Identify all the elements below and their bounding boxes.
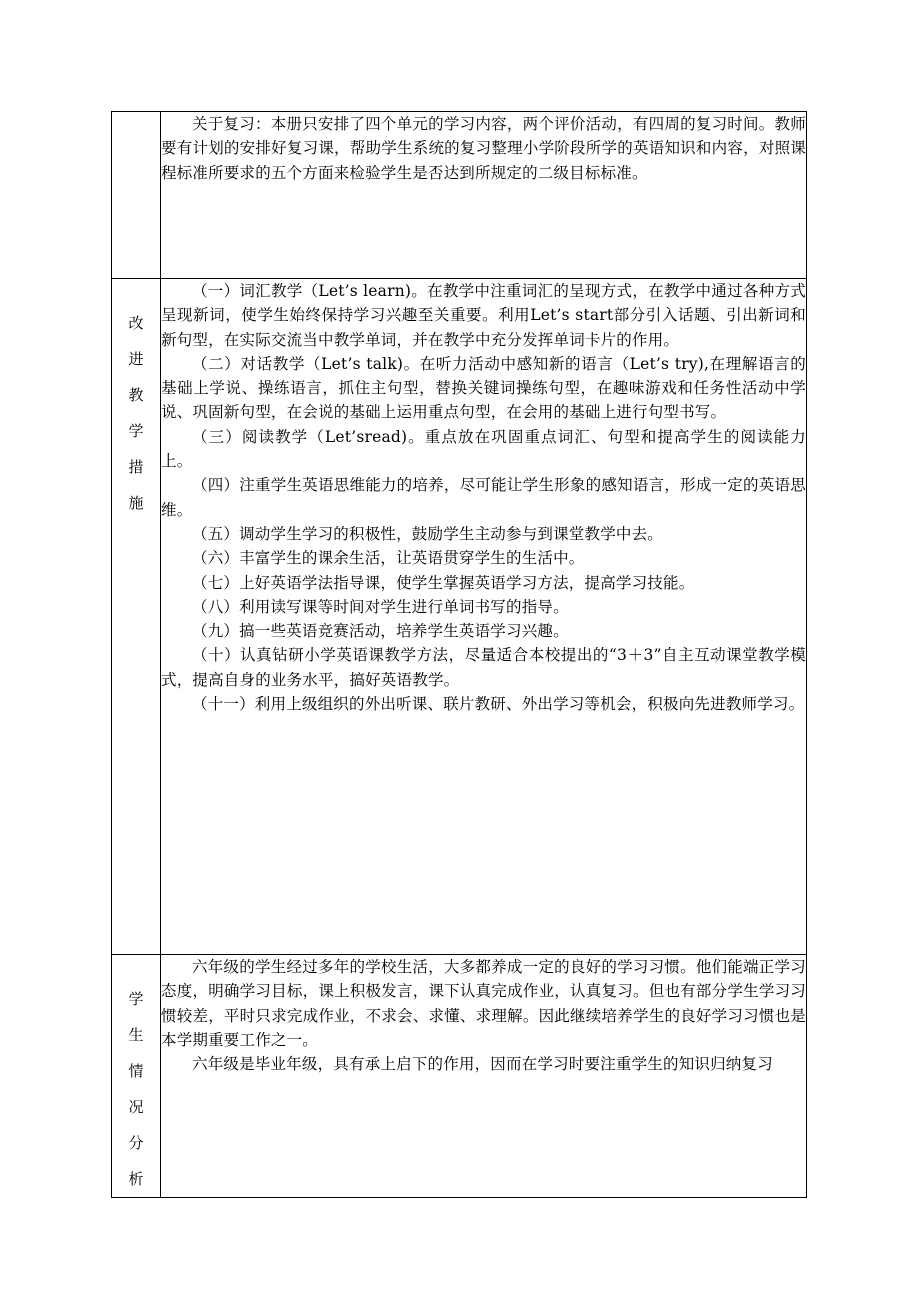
measure-paragraph: （十一）利用上级组织的外出听课、联片教研、外出学习等机会，积极向先进教师学习。	[192, 695, 805, 714]
label-char: 情	[128, 1062, 144, 1080]
measure-paragraph: （一）词汇教学（Let’s learn)。在教学中注重词汇的呈现方式，在教学中通过各种方式呈现新词，使学生始终保持学习兴趣至关重要。利用Let’s start部分引入话题、引出新词和新句型，在实际交流当中教学单词，并在教学中充分发挥单词卡片的作用。	[161, 282, 806, 349]
row-label-teaching-measures	[112, 279, 161, 955]
measure-paragraph: （四）注重学生英语思维能力的培养，尽可能让学生形象的感知语言，形成一定的英语思维。	[161, 476, 806, 519]
table-row-teaching-measures	[112, 279, 807, 955]
analysis-paragraph: 六年级的学生经过多年的学校生活，大多都养成一定的良好的学习习惯。他们能端正学习态度，明确学习目标，课上积极发言，课下认真完成作业，认真复习。但也有部分学生学习习惯较差，平时只求完成作业，不求会、求懂、求理解。因此继续培养学生的良好学习习惯也是本学期重要工作之一。	[161, 958, 806, 1049]
measure-paragraph: （二）对话教学（Let’s talk)。在听力活动中感知新的语言（Let’s try),在理解语言的基础上学说、操练语言，抓住主句型，替换关键词操练句型，在趣味游戏和任务性活动中学说、巩固新句型，在会说的基础上运用重点句型，在会用的基础上进行句型书写。	[161, 354, 806, 422]
label-char: 况	[128, 1098, 144, 1116]
measure-paragraph: （五）调动学生学习的积极性，鼓励学生主动参与到课堂教学中去。	[192, 524, 664, 543]
student-analysis-content	[161, 955, 807, 1198]
label-char: 生	[128, 1026, 144, 1044]
label-char: 析	[128, 1170, 144, 1188]
measure-paragraph: （三）阅读教学（Let’sread)。重点放在巩固重点词汇、句型和提高学生的阅读能力上。	[161, 427, 806, 471]
row-label-student-analysis	[112, 955, 161, 1198]
label-char: 学	[128, 990, 144, 1008]
label-char: 进	[128, 350, 144, 368]
label-char: 学	[128, 422, 144, 440]
measure-paragraph: （十）认真钻研小学英语课教学方法，尽量适合本校提出的“3＋3”自主互动课堂教学模式，提高自身的业务水平，搞好英语教学。	[161, 646, 806, 689]
measure-paragraph: （八）利用读写课等时间对学生进行单词书写的指导。	[192, 597, 569, 616]
label-char: 分	[128, 1134, 144, 1152]
table-row-student-analysis	[112, 955, 807, 1198]
teaching-measures-content	[161, 279, 807, 955]
review-paragraph: 关于复习：本册只安排了四个单元的学习内容，两个评价活动，有四周的复习时间。教师要有计划的安排好复习课，帮助学生系统的复习整理小学阶段所学的英语知识和内容，对照课程标准所要求的五个方面来检验学生是否达到所规定的二级目标标准。	[161, 115, 806, 182]
label-char: 措	[128, 458, 144, 476]
label-char: 施	[128, 494, 144, 512]
analysis-paragraph: 六年级是毕业年级，具有承上启下的作用，因而在学习时要注重学生的知识归纳复习	[192, 1055, 773, 1074]
plan-table	[111, 111, 807, 1198]
label-char: 教	[128, 386, 144, 404]
table-row-review	[112, 112, 807, 279]
measure-paragraph: （六）丰富学生的课余生活，让英语贯穿学生的生活中。	[192, 549, 585, 568]
measure-paragraph: （七）上好英语学法指导课，使学生掌握英语学习方法，提高学习技能。	[192, 573, 695, 592]
review-content	[161, 112, 807, 279]
measure-paragraph: （九）搞一些英语竞赛活动，培养学生英语学习兴趣。	[192, 622, 569, 641]
label-char: 改	[128, 314, 144, 332]
row-label-empty	[112, 112, 161, 279]
